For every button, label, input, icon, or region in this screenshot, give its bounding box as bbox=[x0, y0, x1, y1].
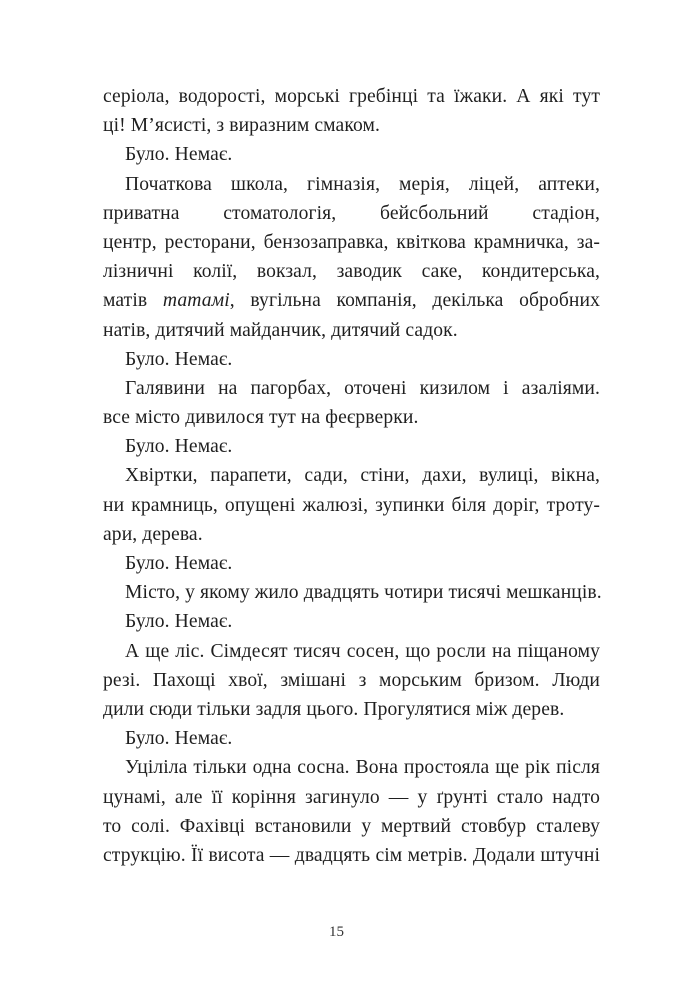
text-line: Уціліла тільки одна сосна. Вона простояла ще рік після bbox=[125, 757, 600, 779]
text-segment: матів bbox=[103, 290, 163, 312]
text-line: Місто, у якому жило двадцять чотири тисячі мешканців. bbox=[125, 582, 602, 604]
text-line: то солі. Фахівці встановили у мертвий стовбур сталеву bbox=[103, 815, 600, 837]
text-line bbox=[103, 286, 600, 315]
text-line: ни крамниць, опущені жалюзі, зупинки біля доріг, троту- bbox=[103, 494, 600, 516]
text-line: приватна стоматологія, бейсбольний стадіон, bbox=[103, 202, 600, 224]
text-line: ці! М’ясисті, з виразним смаком. bbox=[103, 115, 380, 137]
text-segment: , вугільна компанія, декілька обробних bbox=[229, 290, 600, 312]
text-line: Початкова школа, гімназія, мерія, ліцей, аптеки, bbox=[125, 173, 600, 195]
text-line: Було. Немає. bbox=[125, 348, 233, 370]
text-line: Було. Немає. bbox=[125, 611, 233, 633]
text-line: резі. Пахощі хвої, змішані з морським бризом. Люди bbox=[103, 669, 600, 691]
text-line: дили сюди тільки задля цього. Прогулятися між дерев. bbox=[103, 698, 565, 720]
text-line: цунамі, але її коріння загинуло — у ґрунті стало надто bbox=[103, 786, 600, 808]
text-line: Було. Немає. bbox=[125, 436, 233, 458]
text-line: Було. Немає. bbox=[125, 553, 233, 574]
italic-term: татамі bbox=[162, 290, 230, 312]
text-line: натів, дитячий майданчик, дитячий садок. bbox=[103, 319, 458, 341]
text-line: сеpіола, водорості, морські гребінці та їжаки. А які тут bbox=[103, 86, 600, 107]
text-line: центр, ресторани, бензозаправка, квіткова крамничка, за- bbox=[103, 231, 600, 253]
text-line: Хвіртки, парапети, сади, стіни, дахи, вулиці, вікна, bbox=[125, 465, 600, 487]
text-line: Було. Немає. bbox=[125, 728, 233, 750]
text-line: Було. Немає. bbox=[125, 144, 233, 166]
text-line: все місто дивилося тут на феєрверки. bbox=[103, 407, 419, 429]
page-number: 15 bbox=[329, 924, 344, 940]
text-line: струкцію. Її висота — двадцять сім метрів. Додали штучні bbox=[103, 844, 600, 866]
text-line: А ще ліс. Сімдесят тисяч сосен, що росли на піщаному bbox=[125, 640, 600, 662]
text-line: лізничні колії, вокзал, заводик саке, кондитерська, bbox=[103, 261, 600, 283]
body-text bbox=[103, 82, 600, 870]
text-line: ари, дерева. bbox=[103, 523, 203, 545]
text-line: Галявини на пагорбах, оточені кизилом і азаліями. bbox=[125, 377, 600, 399]
